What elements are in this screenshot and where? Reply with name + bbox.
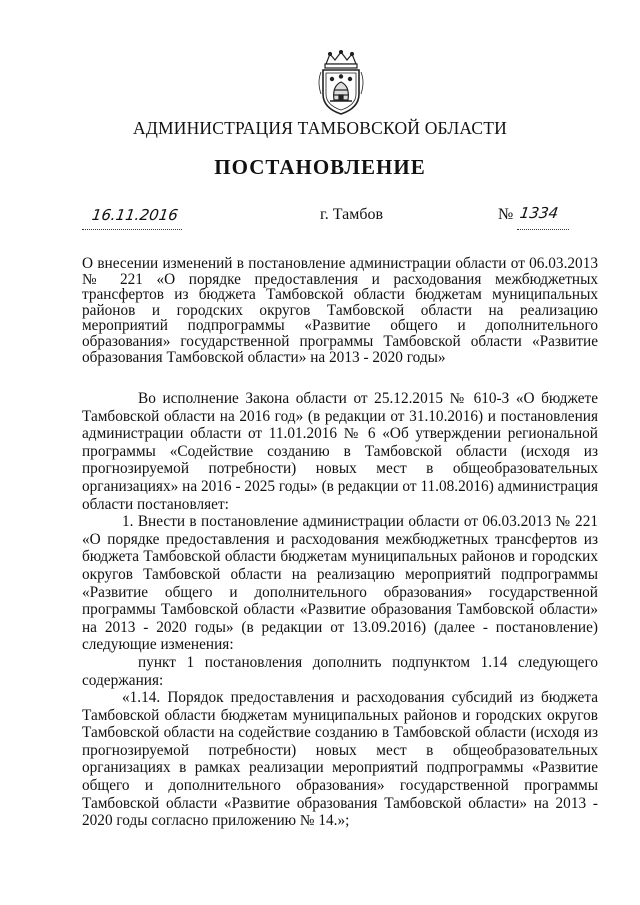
body-paragraph: «1.14. Порядок предоставления и расходования субсидий из бюджета Тамбовской области бюджетам муниципальных районов и городских округов Тамбовской области на содействие созданию в Тамбовской области (исходя из прогнозируемой потребности) новых мест в общеобразовательных организациях в рамках реализации мероприятий подпрограммы «Развитие общего и дополнительного образования» государственной программы Тамбовской области «Развитие образования Тамбовской области» на 2013 - 2020 годы согласно приложению № 14.»; (82, 689, 598, 830)
body-paragraph: Во исполнение Закона области от 25.12.2015 № 610-З «О бюджете Тамбовской области на 2016 год» (в редакции от 31.10.2016) и постановления администрации области от 11.01.2016 № 6 «Об утверждении региональной программы «Содействие созданию в Тамбовской области (исходя из прогнозируемой потребности) новых мест в общеобразовательных организациях» на 2016 - 2025 годы» (в редакции от 11.08.2016) администрация области постановляет: (82, 390, 598, 513)
document-date: 16.11.2016 (90, 206, 180, 224)
date-underline (82, 229, 182, 230)
document-city: г. Тамбов (320, 206, 384, 223)
body-paragraph: пункт 1 постановления дополнить подпунктом 1.14 следующего содержания: (82, 653, 598, 689)
document-subject: О внесении изменений в постановление администрации области от 06.03.2013 № 221 «О порядке предоставления и расходования межбюджетных трансфертов из бюджета Тамбовской области бюджетам муниципальных районов и городских округов Тамбовской области на реализацию мероприятий подпрограммы «Развитие общего и дополнительного образования» государственной программы Тамбовской области «Развитие образования Тамбовской области» на 2013 - 2020 годы» (82, 255, 598, 366)
number-underline (517, 229, 569, 230)
document-body (82, 390, 598, 830)
document-number: 1334 (518, 204, 560, 222)
number-sign: № (498, 206, 514, 223)
coat-of-arms-icon (312, 50, 370, 116)
document-type: ПОСТАНОВЛЕНИЕ (214, 155, 426, 179)
body-paragraph: 1. Внести в постановление администрации области от 06.03.2013 № 221 «О порядке предоставления и расходования межбюджетных трансфертов из бюджета Тамбовской области бюджетам муниципальных районов и городских округов Тамбовской области на реализацию мероприятий подпрограммы «Развитие общего и дополнительного образования» государственной программы Тамбовской области «Развитие образования Тамбовской области» на 2013 - 2020 годы» (в редакции от 13.09.2016) (далее - постановление) следующие изменения: (82, 513, 598, 654)
organization-name: АДМИНИСТРАЦИЯ ТАМБОВСКОЙ ОБЛАСТИ (133, 118, 507, 138)
